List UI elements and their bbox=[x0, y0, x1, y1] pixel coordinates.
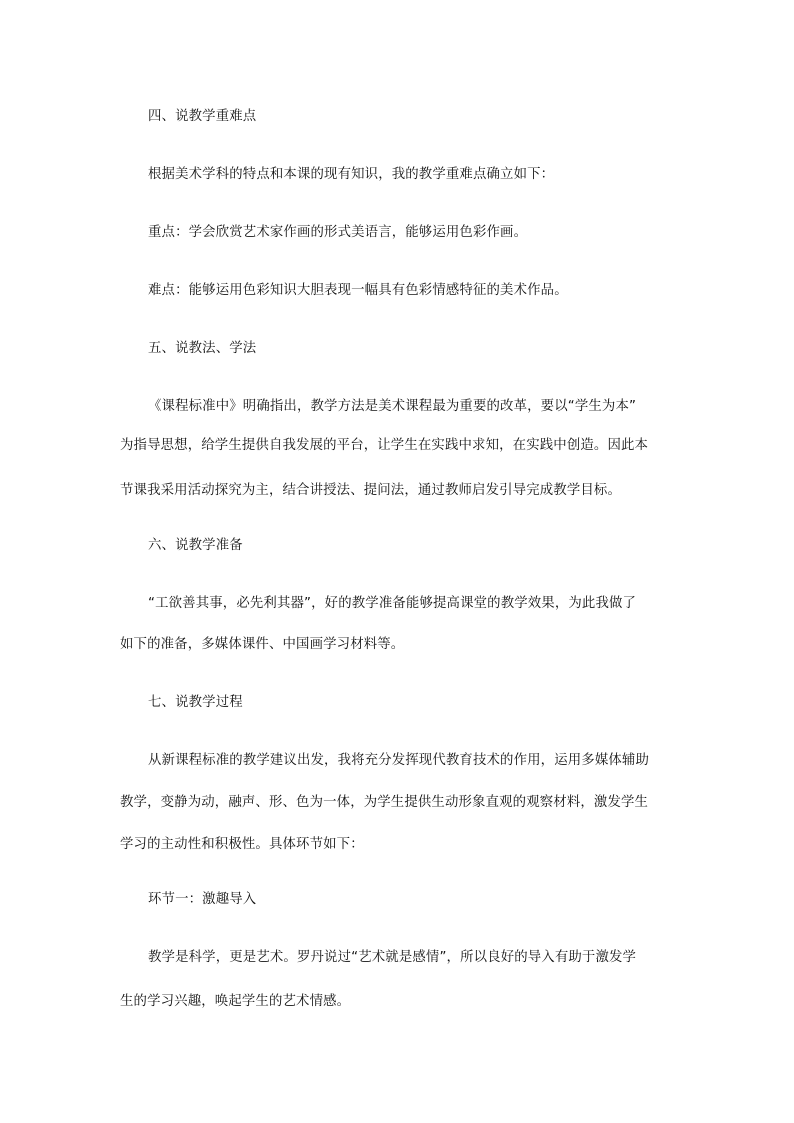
section-heading-teaching-focus: 四、说教学重难点 bbox=[148, 109, 257, 124]
section-heading-teaching-process: 七、说教学过程 bbox=[148, 695, 243, 710]
paragraph-line: 重点：学会欣赏艺术家作画的形式美语言，能够运用色彩作画。 bbox=[148, 225, 528, 240]
paragraph-line: 根据美术学科的特点和本课的现有知识，我的教学重难点确立如下： bbox=[148, 167, 555, 182]
paragraph-line: 生的学习兴趣，唤起学生的艺术情感。 bbox=[120, 994, 351, 1009]
paragraph-line: 如下的准备，多媒体课件、中国画学习材料等。 bbox=[120, 637, 405, 652]
paragraph-line: 从新课程标准的教学建议出发，我将充分发挥现代教育技术的作用，运用多媒体辅助 bbox=[148, 753, 650, 768]
paragraph-line: 学习的主动性和积极性。具体环节如下： bbox=[120, 837, 364, 852]
paragraph-line: 教学是科学，更是艺术。罗丹说过“艺术就是感情”，所以良好的导入有助于激发学 bbox=[148, 950, 637, 965]
section-heading-teaching-methods: 五、说教法、学法 bbox=[148, 341, 257, 356]
paragraph-line: 节课我采用活动探究为主，结合讲授法、提问法，通过教师启发引导完成教学目标。 bbox=[120, 483, 622, 498]
paragraph-line: “工欲善其事，必先利其器”，好的教学准备能够提高课堂的教学效果，为此我做了 bbox=[148, 596, 637, 611]
paragraph-line: 《课程标准中》明确指出，教学方法是美术课程最为重要的改革，要以“学生为本” bbox=[148, 399, 637, 414]
subsection-heading-stage-one: 环节一：激趣导入 bbox=[148, 892, 257, 907]
section-heading-teaching-preparation: 六、说教学准备 bbox=[148, 538, 243, 553]
paragraph-line: 教学，变静为动，融声、形、色为一体，为学生提供生动形象直观的观察材料，激发学生 bbox=[120, 795, 649, 810]
paragraph-line: 为指导思想，给学生提供自我发展的平台，让学生在实践中求知，在实践中创造。因此本 bbox=[120, 438, 649, 453]
paragraph-line: 难点：能够运用色彩知识大胆表现一幅具有色彩情感特征的美术作品。 bbox=[148, 283, 568, 298]
